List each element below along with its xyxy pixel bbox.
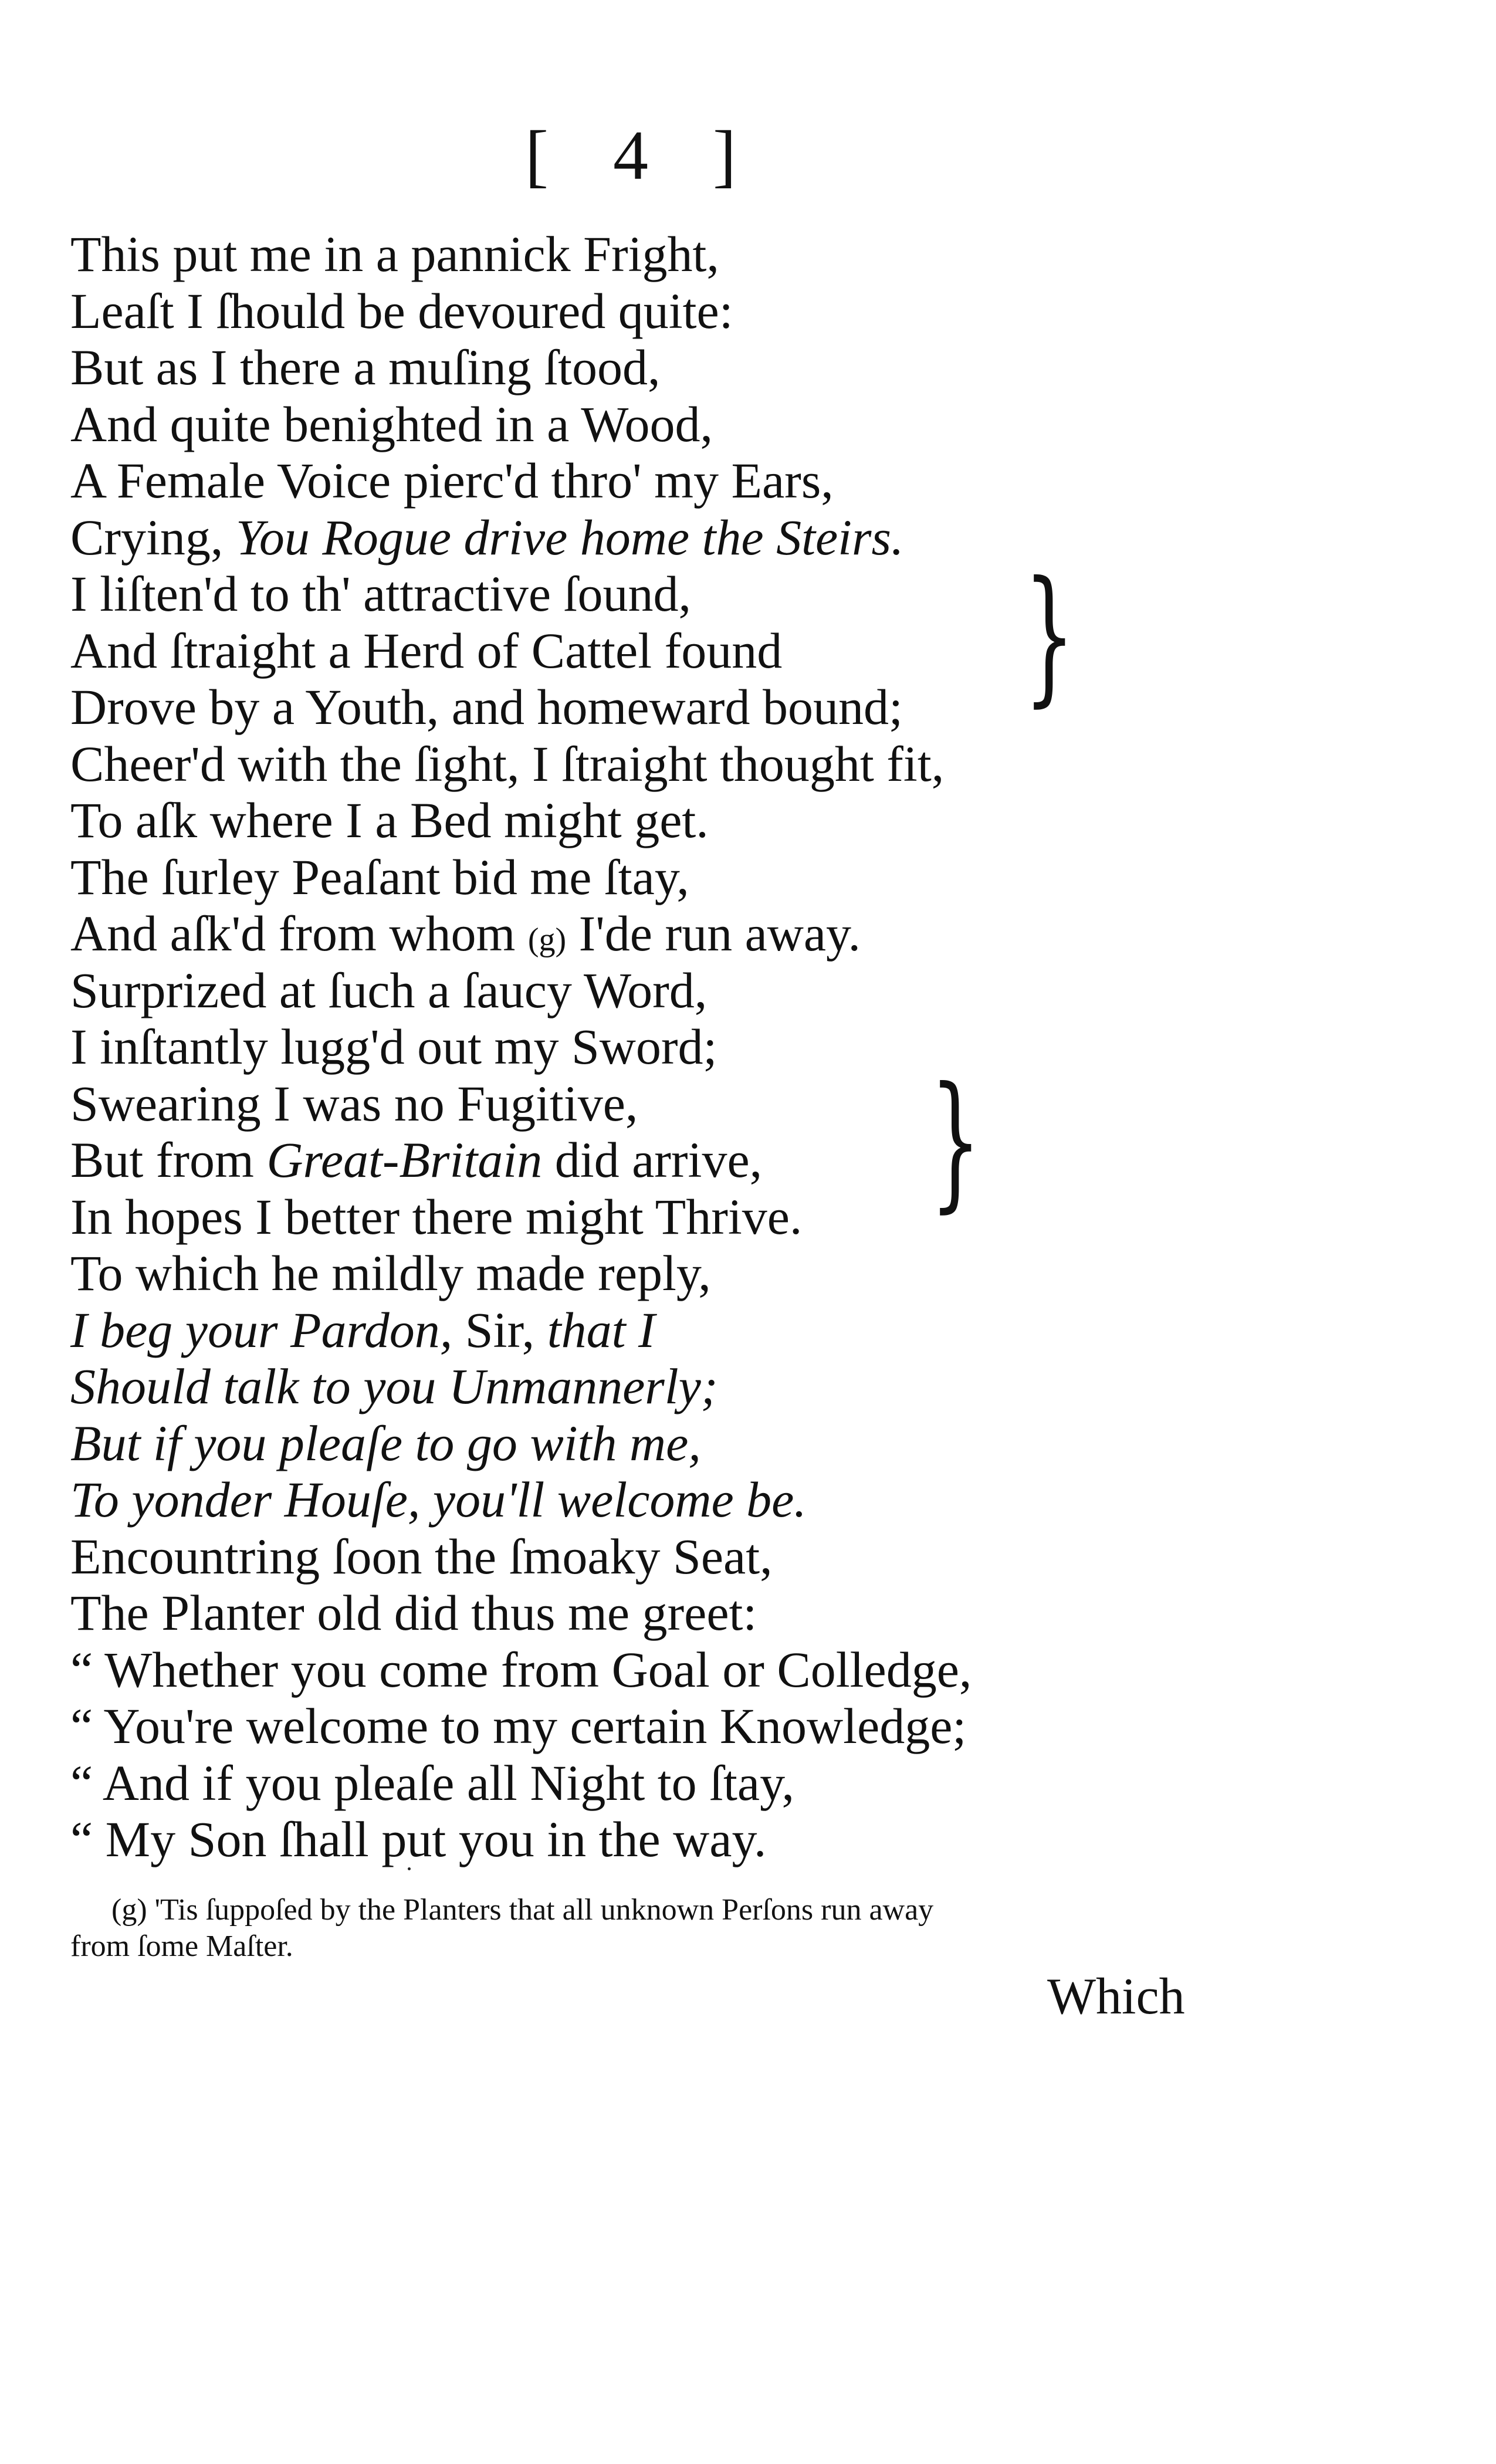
poem-line — [70, 1132, 1244, 1189]
poem-line: In hopes I better there might Thrive. — [70, 1188, 803, 1245]
poem-line-text: I'de run away. — [566, 905, 861, 962]
poem-line: To aſk where I a Bed might get. — [70, 792, 709, 848]
poem-line-text: did arrive, — [542, 1132, 763, 1188]
poem-line-text: And aſk'd from whom — [70, 905, 528, 962]
poem — [70, 226, 1244, 1868]
footnote — [70, 1892, 1220, 1965]
poem-italic-text: I beg your Pardon, — [70, 1301, 453, 1358]
poem-line: But as I there a muſing ſtood, — [70, 339, 661, 395]
poem-line: And quite benighted in a Wood, — [70, 395, 713, 452]
poem-line: But if you pleaſe to go with me, — [70, 1414, 701, 1471]
poem-line: I liſten'd to th' attractive ſound, — [70, 566, 691, 622]
poem-line-text: But from — [70, 1132, 267, 1188]
poem-italic-text: You Rogue drive home the Steirs. — [235, 509, 904, 566]
poem-line: The ſurley Peaſant bid me ſtay, — [70, 848, 689, 905]
poem-line — [70, 905, 1244, 962]
poem-line: A Female Voice pierc'd thro' my Ears, — [70, 452, 834, 509]
poem-line: Leaſt I ſhould be devoured quite: — [70, 282, 733, 339]
poem-line: Encountring ſoon the ſmoaky Seat, — [70, 1528, 773, 1585]
triplet-brace: } — [1024, 550, 1075, 720]
poem-line: “ Whether you come from Goal or Colledge, — [70, 1641, 972, 1698]
footnote-separator — [408, 1867, 411, 1870]
poem-italic-text: that I — [547, 1301, 655, 1358]
footnote-line: from ſome Maſter. — [70, 1930, 293, 1963]
poem-line: “ You're welcome to my certain Knowledge; — [70, 1698, 967, 1754]
poem-line: To yonder Houſe, you'll welcome be. — [70, 1471, 807, 1528]
poem-line-text: Sir, — [452, 1301, 547, 1358]
poem-line: I inſtantly lugg'd out my Sword; — [70, 1018, 717, 1075]
poem-line: The Planter old did thus me greet: — [70, 1585, 757, 1641]
poem-line: And ſtraight a Herd of Cattel found — [70, 622, 783, 679]
poem-line: Surprized at ſuch a ſaucy Word, — [70, 962, 708, 1018]
poem-line: Drove by a Youth, and homeward bound; — [70, 679, 903, 735]
catchword: Which — [1047, 1968, 1185, 2025]
triplet-brace: } — [930, 1055, 981, 1226]
poem-line — [70, 1302, 1244, 1359]
footnote-reference-mark: (g) — [527, 922, 567, 958]
page-number: [ 4 ] — [525, 116, 760, 194]
poem-line: This put me in a pannick Fright, — [70, 226, 719, 282]
footnote-line: (g) 'Tis ſuppoſed by the Planters that all unknown Perſons run away — [111, 1893, 934, 1927]
poem-italic-text: Great-Britain — [266, 1132, 543, 1188]
poem-line: Swearing I was no Fugitive, — [70, 1075, 638, 1132]
poem-line: Should talk to you Unmannerly; — [70, 1358, 718, 1414]
poem-line: To which he mildly made reply, — [70, 1245, 711, 1301]
poem-line-text: Crying, — [70, 509, 236, 566]
poem-line: “ And if you pleaſe all Night to ſtay, — [70, 1754, 794, 1811]
poem-line: “ My Son ſhall put you in the way. — [70, 1811, 767, 1867]
poem-line: Cheer'd with the ſight, I ſtraight thought fit, — [70, 735, 945, 792]
